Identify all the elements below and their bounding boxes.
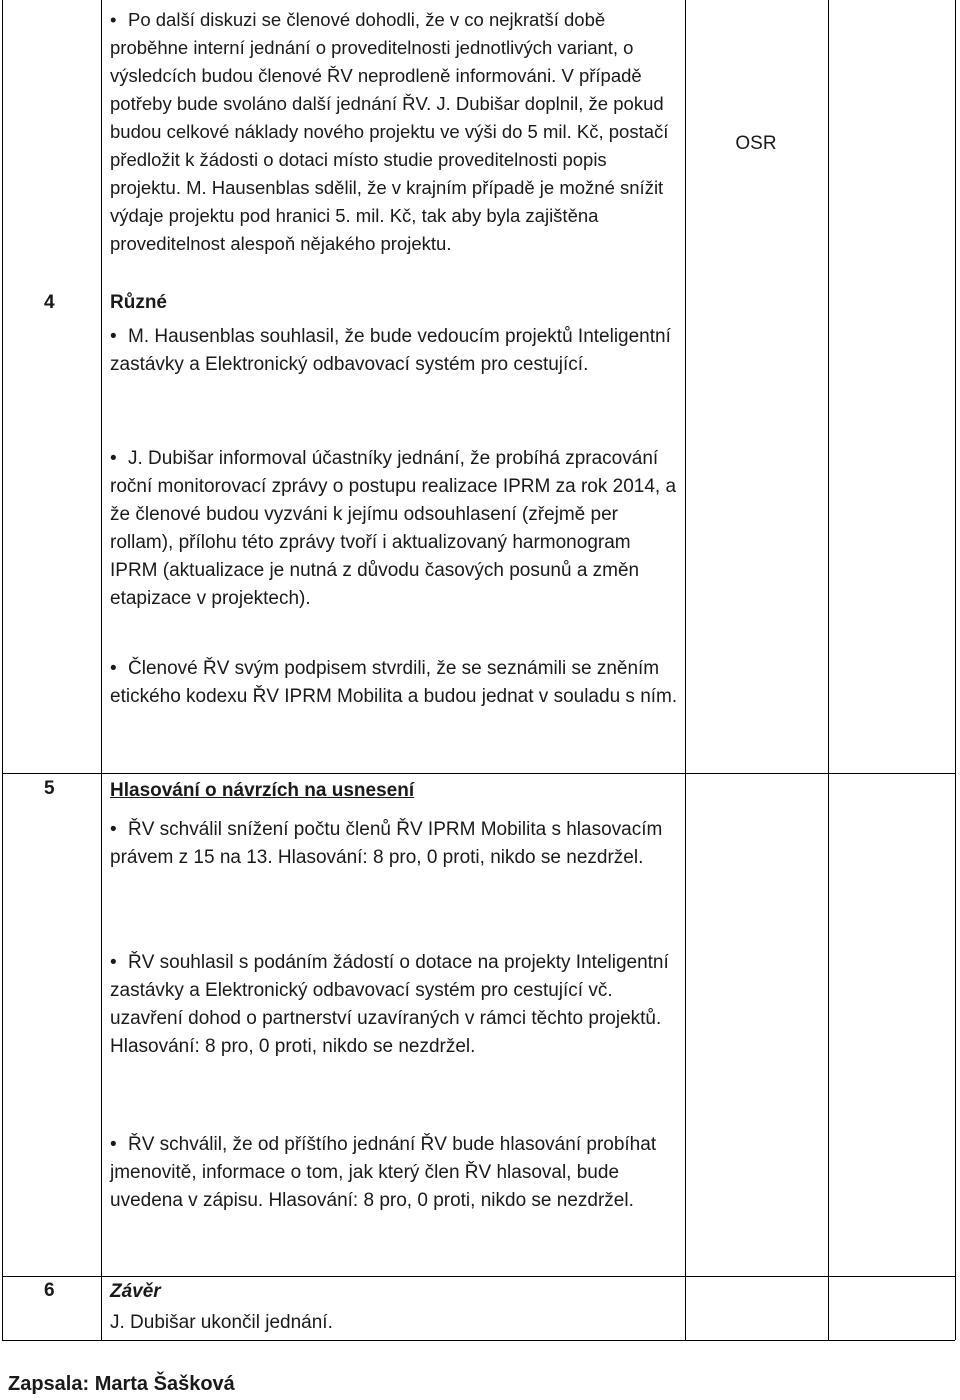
table-border-col3 [828, 0, 829, 1340]
row-heading: Různé [110, 292, 167, 313]
recorded-by: Zapsala: Marta Šašková [8, 1373, 235, 1395]
list-item [110, 655, 680, 711]
table-border-col2 [685, 0, 686, 1340]
bullet-text: J. Dubišar informoval účastníky jednání, že probíhá zpracování roční monitorovací zprávy o postupu realizace IPRM za rok 2014, a že členové budou vyzváni k jejímu odsouhlasení (zřejmě per rollam), přílohu této zprávy tvoří i aktualizovaný harmonogram IPRM (aktualizace je nutná z důvodu časových posunů a změn etapizace v projektech). [110, 448, 677, 609]
row-text: J. Dubišar ukončil jednání. [110, 1312, 333, 1333]
bullet-icon: • [110, 326, 117, 347]
bullet-text: ŘV souhlasil s podáním žádostí o dotace na projekty Inteligentní zastávky a Elektronický odbavovací systém pro cestující vč. uzavření dohod o partnerství uzavíraných v rámci těchto projektů. Hlasování: 8 pro, 0 proti, nikdo se nezdržel. [110, 952, 669, 1057]
table-row-divider [2, 773, 955, 774]
list-item [110, 816, 680, 872]
table-row-divider [2, 1276, 955, 1277]
table-border-left [2, 0, 3, 1340]
bullet-icon: • [110, 819, 117, 840]
table-border-bottom [2, 1340, 955, 1341]
bullet-text: M. Hausenblas souhlasil, že bude vedoucím projektů Inteligentní zastávky a Elektronický odbavovací systém pro cestující. [110, 326, 671, 375]
row-number: 4 [44, 292, 55, 313]
list-item [110, 6, 680, 258]
responsible-cell: OSR [735, 133, 777, 154]
list-item [110, 323, 680, 379]
bullet-text: ŘV schválil, že od příštího jednání ŘV bude hlasování probíhat jmenovitě, informace o tom, jak který člen ŘV hlasoval, bude uvedena v zápisu. Hlasování: 8 pro, 0 proti, nikdo se nezdržel. [110, 1134, 657, 1211]
list-item [110, 1131, 680, 1215]
bullet-icon: • [110, 448, 117, 469]
list-item [110, 949, 680, 1061]
table-border-col1 [101, 0, 102, 1340]
bullet-icon: • [110, 9, 117, 30]
row-number: 6 [44, 1280, 55, 1301]
row-heading: Závěr [110, 1281, 161, 1302]
bullet-icon: • [110, 1134, 117, 1155]
row-number: 5 [44, 778, 55, 799]
bullet-text: Členové ŘV svým podpisem stvrdili, že se seznámili se zněním etického kodexu ŘV IPRM Mobilita a budou jednat v souladu s ním. [110, 658, 678, 707]
table-border-right [955, 0, 956, 1340]
row-heading: Hlasování o návrzích na usnesení [110, 780, 415, 801]
list-item [110, 445, 680, 613]
bullet-icon: • [110, 952, 117, 973]
bullet-text: ŘV schválil snížení počtu členů ŘV IPRM Mobilita s hlasovacím právem z 15 na 13. Hlasování: 8 pro, 0 proti, nikdo se nezdržel. [110, 819, 663, 868]
bullet-icon: • [110, 658, 117, 679]
bullet-text: Po další diskuzi se členové dohodli, že v co nejkratší době proběhne interní jednání o proveditelnosti jednotlivých variant, o výsledcích budou členové ŘV neprodleně informováni. V případě potřeby bude svoláno další jednání ŘV. J. Dubišar doplnil, že pokud budou celkové náklady nového projektu ve výši do 5 mil. Kč, postačí předložit k žádosti o dotaci místo studie proveditelnosti popis projektu. M. Hausenblas sdělil, že v krajním případě je možné snížit výdaje projektu pod hranici 5. mil. Kč, tak aby byla zajištěna proveditelnost alespoň nějakého projektu. [110, 9, 669, 254]
